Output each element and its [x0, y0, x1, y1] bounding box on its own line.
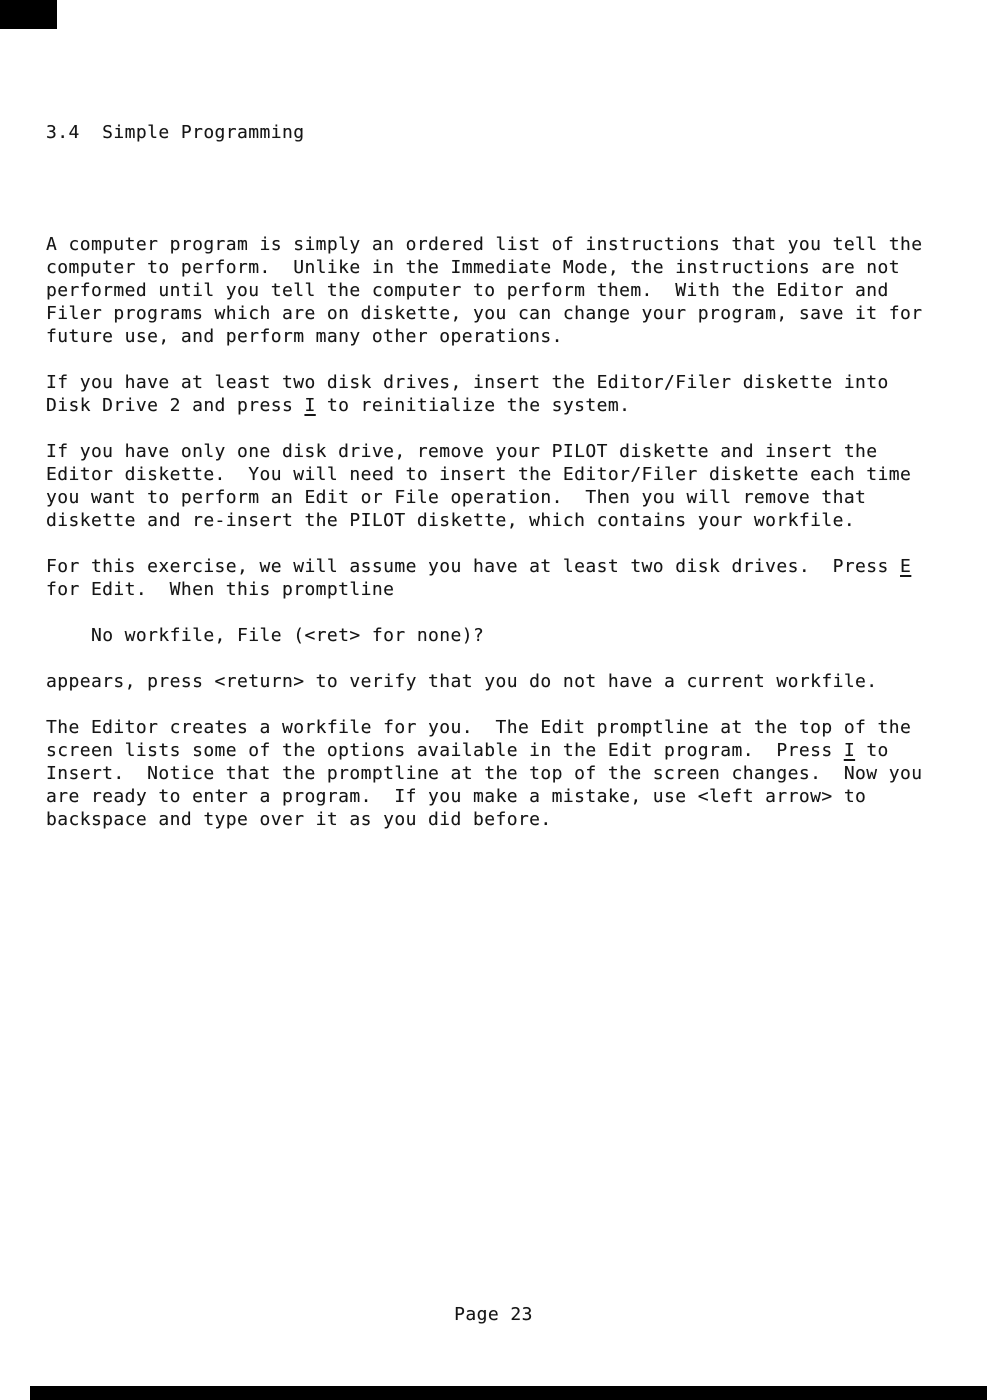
document-body: [46, 75, 979, 854]
underlined-key: I: [304, 395, 316, 416]
text-run: No workfile, File (<ret> for none)?: [46, 625, 485, 646]
text-run: to Insert. Notice that the promptline at the top of the screen changes. Now you are ready to enter a program. If you make a mistake, use <left arrow> to backspace and type over it as you did before.: [46, 740, 923, 830]
text-run: for Edit. When this promptline: [46, 579, 395, 600]
scan-artifact-top-left: [0, 0, 57, 29]
text-run: appears, press <return> to verify that you do not have a current workfile.: [46, 671, 878, 692]
section-heading: 3.4 Simple Programming: [46, 122, 305, 143]
underlined-key: I: [843, 740, 856, 761]
paragraph-intro: [46, 233, 979, 348]
paragraph-appears: [46, 670, 979, 693]
underlined-key: E: [900, 556, 912, 577]
paragraph-one-drive: [46, 440, 979, 532]
scan-artifact-bottom-bar: [30, 1386, 987, 1400]
paragraph-two-drives: [46, 371, 979, 417]
text-run: A computer program is simply an ordered list of instructions that you tell the computer to perform. Unlike in the Immediate Mode, the instructions are not performed until you tell the computer to perform them. With the Editor and Filer programs which are on diskette, you can change your program, save it for future use, and perform many other operations.: [46, 234, 923, 347]
text-run: For this exercise, we will assume you have at least two disk drives. Press: [46, 556, 901, 577]
text-run: The Editor creates a workfile for you. The Edit promptline at the top of the screen lists some of the options available in the Edit program. Press: [46, 717, 912, 761]
text-run: If you have at least two disk drives, insert the Editor/Filer diskette into Disk Drive 2 and press: [46, 372, 889, 416]
paragraph-editor-workfile: [46, 716, 979, 831]
text-run: If you have only one disk drive, remove your PILOT diskette and insert the Editor diskette. You will need to insert the Editor/Filer diskette each time you want to perform an Edit or File operation. Then you will remove that diskette and re-insert the PILOT diskette, which contains your workfile.: [46, 441, 912, 531]
text-run: to reinitialize the system.: [315, 395, 631, 416]
page-number: Page 23: [454, 1304, 533, 1325]
promptline: [46, 624, 979, 647]
paragraph-exercise: [46, 555, 979, 601]
